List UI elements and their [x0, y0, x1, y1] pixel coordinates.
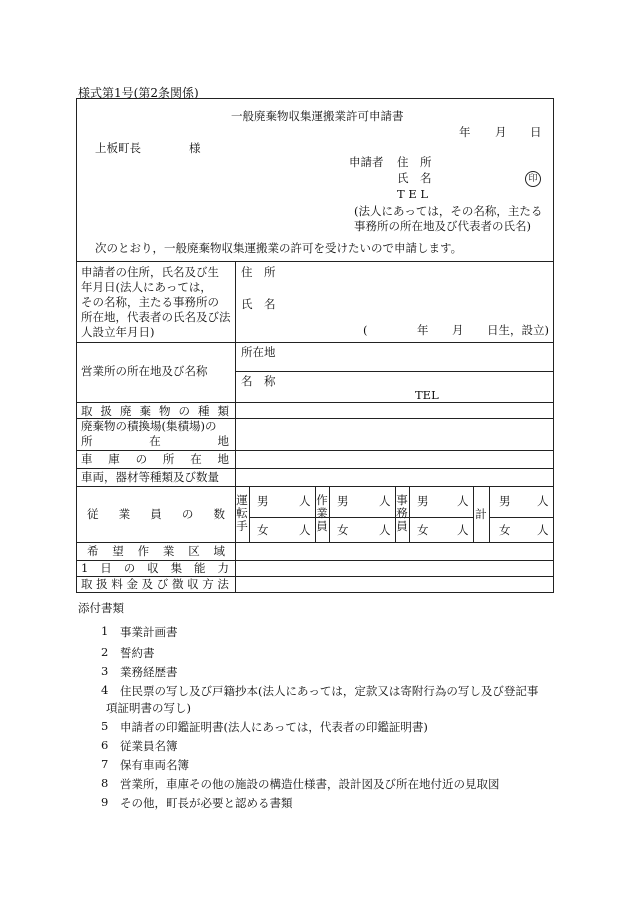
- addressee-honorific: 様: [189, 141, 201, 155]
- attachment-no-9: 9: [101, 795, 109, 809]
- attachment-item-8: 営業所，車庫その他の施設の構造仕様書，設計図及び所在地付近の見取図: [120, 777, 500, 791]
- daily-capacity-label: 1 日 の 収 集 能 力: [81, 561, 229, 575]
- total-female: 女: [499, 523, 511, 537]
- driver-female-unit: 人: [299, 523, 311, 537]
- office-name-label: 名 称: [241, 374, 276, 388]
- attachment-item-5: 申請者の印鑑証明書(法人にあっては，代表者の印鑑証明書): [120, 720, 428, 734]
- applicant-note-1: (法人にあっては，その名称，主たる: [354, 204, 543, 218]
- office-staff-label: 事務員: [396, 493, 408, 533]
- attachment-no-7: 7: [101, 757, 109, 771]
- applicant-tel-label: T E L: [397, 187, 429, 201]
- attachment-item-2: 誓約書: [120, 646, 155, 660]
- office-staff-male: 男: [417, 494, 429, 508]
- attachment-item-4: 住民票の写し及び戸籍抄本(法人にあっては，定款又は寄附行為の写し及び登記事: [120, 684, 539, 698]
- desired-area-label: 希 望 作 業 区 域: [87, 544, 225, 558]
- vehicle-location-label: 車 庫 の 所 在 地: [81, 452, 229, 466]
- driver-male-unit: 人: [299, 494, 311, 508]
- birth-day-tail: 日生，設立): [487, 323, 549, 337]
- worker-male: 男: [337, 494, 349, 508]
- office-location-label: 所在地: [241, 345, 276, 359]
- attachment-item-6: 従業員名簿: [120, 739, 178, 753]
- driver-male: 男: [257, 494, 269, 508]
- applicant-address-field-label: 住 所: [241, 265, 276, 279]
- attachment-item-4-cont: 項証明書の写し): [106, 701, 191, 715]
- attachment-no-2: 2: [101, 645, 109, 659]
- attachments-heading: 添付書類: [78, 601, 124, 615]
- waste-types-label: 取 扱 廃 棄 物 の 種 類: [81, 404, 229, 418]
- date-year: 年: [459, 125, 471, 139]
- applicant-label: 申請者: [349, 155, 384, 169]
- form-title: 一般廃棄物収集運搬業許可申請書: [231, 109, 404, 123]
- date-month: 月: [495, 125, 507, 139]
- vehicle-types-label: 車両，器材等種類及び数量: [81, 470, 219, 484]
- attachment-no-5: 5: [101, 719, 109, 733]
- applicant-info-label-5: 人設立年月日): [81, 325, 155, 339]
- worker-male-unit: 人: [379, 494, 391, 508]
- applicant-info-label-1: 申請者の住所，氏名及び生: [81, 265, 219, 279]
- office-label: 営業所の所在地及び名称: [81, 364, 208, 378]
- employees-label: 従 業 員 の 数: [87, 507, 225, 521]
- attachment-no-8: 8: [101, 776, 109, 790]
- office-staff-female-unit: 人: [457, 523, 469, 537]
- applicant-info-label-3: その名称，主たる事務所の: [81, 295, 219, 309]
- applicant-name-label: 氏 名: [397, 171, 432, 185]
- attachment-item-3: 業務経歴書: [120, 665, 178, 679]
- addressee-name: 上板町長: [95, 141, 141, 155]
- worker-female-unit: 人: [379, 523, 391, 537]
- total-male-unit: 人: [537, 494, 549, 508]
- applicant-info-label-4: 所在地，代表者の氏名及び法: [81, 310, 231, 324]
- birth-year: 年: [417, 323, 429, 337]
- intro-text: 次のとおり，一般廃棄物収集運搬業の許可を受けたいので申請します。: [95, 241, 463, 255]
- date-day: 日: [530, 125, 542, 139]
- application-form: [76, 98, 554, 593]
- attachment-item-1: 事業計画書: [120, 625, 178, 639]
- driver-female: 女: [257, 523, 269, 537]
- transfer-site-label-1: 廃棄物の積換場(集積場)の: [81, 419, 217, 433]
- office-tel-label: TEL: [415, 388, 439, 402]
- applicant-info-label-2: 年月日(法人にあっては，: [81, 280, 212, 294]
- total-male: 男: [499, 494, 511, 508]
- applicant-name-field-label: 氏 名: [241, 297, 276, 311]
- attachment-no-1: 1: [101, 624, 109, 638]
- office-staff-male-unit: 人: [457, 494, 469, 508]
- office-staff-female: 女: [417, 523, 429, 537]
- fee-method-label: 取 扱 料 金 及 び 徴 収 方 法: [81, 577, 229, 591]
- form-id: 様式第1号(第2条関係): [78, 86, 199, 100]
- driver-label: 運転手: [236, 493, 248, 533]
- attachment-no-6: 6: [101, 738, 109, 752]
- birth-paren-open: (: [363, 323, 368, 337]
- seal-icon: 印: [525, 171, 541, 187]
- worker-female: 女: [337, 523, 349, 537]
- transfer-site-label-2: 所 在 地: [81, 434, 229, 448]
- attachment-no-4: 4: [101, 683, 109, 697]
- applicant-address-label: 住 所: [397, 155, 432, 169]
- total-label: 計: [475, 507, 487, 521]
- attachment-no-3: 3: [101, 664, 109, 678]
- total-female-unit: 人: [537, 523, 549, 537]
- birth-month: 月: [452, 323, 464, 337]
- applicant-note-2: 事務所の所在地及び代表者の氏名): [354, 219, 531, 233]
- worker-label: 作業員: [316, 493, 328, 533]
- attachment-item-9: その他，町長が必要と認める書類: [120, 796, 293, 810]
- attachment-item-7: 保有車両名簿: [120, 758, 189, 772]
